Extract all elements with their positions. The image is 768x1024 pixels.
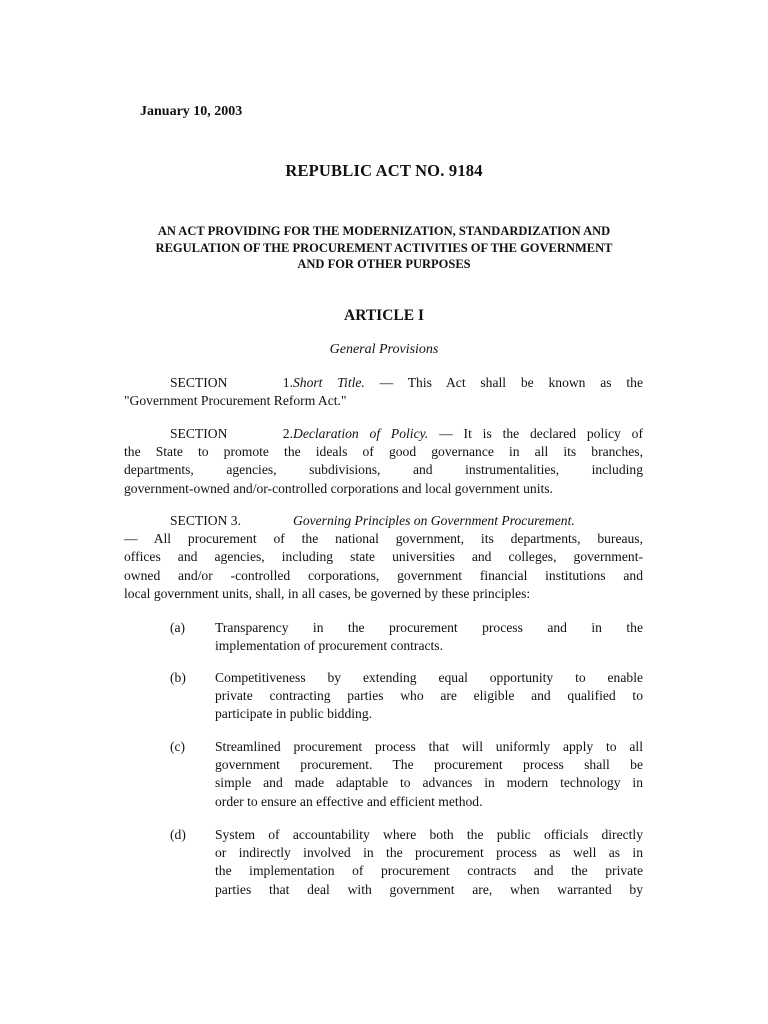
list-item-line: parties that deal with government are, when warranted by bbox=[215, 881, 643, 897]
list-item-text bbox=[215, 826, 643, 899]
section-line: the State to promote the ideals of good governance in all its branches, bbox=[124, 444, 643, 460]
list-item-line: implementation of procurement contracts. bbox=[215, 638, 443, 654]
list-item-marker: (b) bbox=[170, 670, 186, 685]
list-item-marker: (a) bbox=[170, 620, 186, 635]
section-2 bbox=[124, 425, 643, 498]
list-item-line: or indirectly involved in the procurement process as well as in bbox=[215, 845, 643, 861]
list-item-marker: (d) bbox=[170, 827, 186, 842]
section-label: SECTION 3. bbox=[170, 513, 241, 528]
section-first-line bbox=[124, 425, 643, 443]
list-item-line: private contracting parties who are eligible and qualified to bbox=[215, 688, 643, 704]
list-item-line: simple and made adaptable to advances in modern technology in bbox=[215, 775, 643, 791]
list-item-line: Transparency in the procurement process and in the bbox=[215, 620, 643, 635]
section-first-line bbox=[124, 374, 643, 392]
section-3 bbox=[124, 512, 643, 603]
document-date: January 10, 2003 bbox=[140, 104, 243, 119]
act-title-line: REGULATION OF THE PROCUREMENT ACTIVITIES OF THE GOVERNMENT bbox=[155, 240, 613, 255]
section-line: "Government Procurement Reform Act." bbox=[124, 393, 347, 409]
list-item-line: government procurement. The procurement process shall be bbox=[215, 757, 643, 773]
list-item-line: System of accountability where both the public officials directly bbox=[215, 827, 643, 842]
list-item-text bbox=[215, 669, 643, 724]
section-title: Short Title. bbox=[293, 375, 365, 390]
section-line: government-owned and/or-controlled corporations and local government units. bbox=[124, 480, 553, 496]
section-label: SECTION 2. bbox=[170, 426, 293, 441]
act-title-line: AN ACT PROVIDING FOR THE MODERNIZATION, STANDARDIZATION AND bbox=[157, 224, 611, 238]
act-number-heading: REPUBLIC ACT NO. 9184 bbox=[285, 161, 483, 180]
section-1 bbox=[124, 374, 643, 410]
article-subtitle: General Provisions bbox=[329, 342, 439, 357]
section-label: SECTION 1. bbox=[170, 375, 293, 390]
act-title bbox=[112, 223, 656, 273]
act-title-line: AND FOR OTHER PURPOSES bbox=[297, 257, 471, 272]
section-line: departments, agencies, subdivisions, and instrumentalities, including bbox=[124, 462, 643, 478]
list-item-line: Streamlined procurement process that will uniformly apply to all bbox=[215, 739, 643, 754]
list-item-text bbox=[215, 619, 643, 655]
list-item-line: order to ensure an effective and efficient method. bbox=[215, 793, 483, 809]
section-line: offices and agencies, including state universities and colleges, government- bbox=[124, 549, 643, 565]
section-text: — It is the declared policy of bbox=[428, 426, 643, 441]
section-line: owned and/or -controlled corporations, government financial institutions and bbox=[124, 567, 643, 583]
list-item-line: Competitiveness by extending equal opportunity to enable bbox=[215, 670, 643, 685]
section-text: — This Act shall be known as the bbox=[364, 375, 643, 390]
list-item-line: the implementation of procurement contracts and the private bbox=[215, 863, 643, 879]
section-title: Declaration of Policy. bbox=[293, 426, 429, 441]
list-item-line: participate in public bidding. bbox=[215, 706, 373, 722]
section-line: — All procurement of the national government, its departments, bureaus, bbox=[124, 531, 643, 547]
list-item-marker: (c) bbox=[170, 739, 186, 754]
section-title: Governing Principles on Government Procurement. bbox=[293, 513, 575, 528]
article-heading: ARTICLE I bbox=[344, 307, 424, 324]
section-first-line bbox=[124, 512, 643, 530]
list-item-text bbox=[215, 738, 643, 811]
section-line: local government units, shall, in all cases, be governed by these principles: bbox=[124, 585, 531, 601]
